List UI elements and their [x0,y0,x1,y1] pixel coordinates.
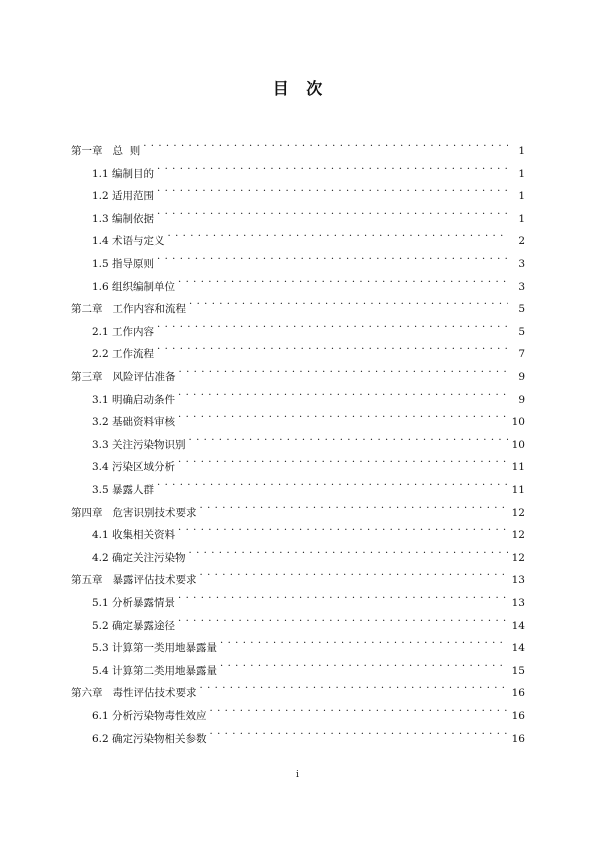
toc-dot-leader [143,134,508,154]
toc-entry-page-number: 13 [511,574,525,587]
toc-chapter-entry[interactable] [0,292,595,316]
toc-section-entry[interactable] [0,722,595,745]
toc-entry-label: 1.4 术语与定义 [92,235,165,248]
toc-chapter-entry[interactable] [0,563,595,587]
toc-entry-page-number: 7 [518,348,525,361]
toc-entry-label: 第三章 风险评估准备 [71,371,176,383]
toc-section-entry[interactable] [0,383,595,406]
toc-entry-label: 第二章 工作内容和流程 [71,303,187,316]
toc-entry-label: 3.1 明确启动条件 [92,393,176,406]
toc-dot-leader [157,337,508,357]
toc-entry-label: 3.2 基础资料审核 [92,416,176,429]
toc-dot-leader [189,541,508,561]
toc-dot-leader [210,722,508,742]
toc-entry-page-number: 1 [518,167,525,180]
toc-entry-page-number: 1 [518,212,525,225]
toc-dot-leader [200,676,508,696]
toc-section-entry[interactable] [0,179,595,203]
toc-title-char-1: 目 [272,79,289,98]
toc-entry-page-number: 10 [511,438,525,451]
toc-entry-page-number: 12 [511,506,525,519]
toc-entry-label: 3.3 关注污染物识别 [92,438,186,451]
toc-dot-leader [200,563,508,583]
toc-section-entry[interactable] [0,654,595,677]
toc-dot-leader [157,247,508,267]
toc-entry-page-number: 16 [511,732,525,745]
toc-chapter-entry[interactable] [0,676,595,700]
toc-entry-page-number: 11 [511,461,525,474]
toc-dot-leader [157,473,508,493]
toc-section-entry[interactable] [0,202,595,225]
toc-dot-leader [178,405,508,425]
toc-entry-page-number: 10 [511,416,525,429]
toc-dot-leader [210,699,508,719]
toc-entry-label: 3.5 暴露人群 [92,484,155,496]
toc-chapter-entry[interactable] [0,360,595,383]
toc-entry-label: 1.5 指导原则 [92,258,155,270]
toc-dot-leader [157,315,508,335]
toc-section-entry[interactable] [0,405,595,429]
toc-entry-label: 6.2 确定污染物相关参数 [92,732,207,745]
toc-dot-leader [178,586,508,606]
toc-dot-leader [157,179,508,199]
toc-dot-leader [157,157,508,177]
toc-entry-page-number: 1 [518,190,525,203]
toc-entry-label: 第六章 毒性评估技术要求 [71,687,197,700]
toc-section-entry[interactable] [0,428,595,451]
toc-entry-page-number: 14 [511,619,525,632]
toc-section-entry[interactable] [0,518,595,542]
toc-dot-leader [189,292,508,312]
toc-dot-leader [178,270,508,290]
toc-entry-label: 1.1 编制目的 [92,167,155,180]
toc-section-entry[interactable] [0,473,595,496]
toc-entry-label: 3.4 污染区域分析 [92,461,176,474]
toc-chapter-entry[interactable] [0,496,595,519]
toc-dot-leader [178,383,508,403]
toc-section-entry[interactable] [0,337,595,361]
toc-entry-label: 2.2 工作流程 [92,348,155,361]
toc-dot-leader [220,654,508,674]
toc-chapter-entry[interactable] [0,134,595,157]
toc-entry-label: 1.2 适用范围 [92,190,155,203]
toc-entry-label: 第五章 暴露评估技术要求 [71,574,197,587]
toc-entry-page-number: 3 [518,258,525,270]
toc-entry-label: 6.1 分析污染物毒性效应 [92,710,207,722]
toc-section-entry[interactable] [0,586,595,609]
page-number-footer: i [296,770,299,780]
toc-entry-label: 5.4 计算第二类用地暴露量 [92,664,218,677]
toc-section-entry[interactable] [0,450,595,474]
toc-entry-page-number: 16 [511,710,525,722]
toc-entry-label: 第四章 危害识别技术要求 [71,506,197,519]
toc-section-entry[interactable] [0,699,595,722]
toc-entry-page-number: 12 [511,551,525,564]
toc-title [0,76,595,99]
toc-dot-leader [200,496,508,516]
toc-entry-label: 1.6 组织编制单位 [92,280,176,293]
toc-entry-label: 5.2 确定暴露途径 [92,619,176,632]
toc-section-entry[interactable] [0,631,595,655]
toc-entry-page-number: 11 [511,484,525,496]
toc-dot-leader [178,450,508,470]
toc-entry-page-number: 1 [518,145,525,157]
toc-section-entry[interactable] [0,224,595,248]
toc-entry-page-number: 15 [511,664,525,677]
toc-entry-page-number: 2 [518,235,525,248]
toc-dot-leader [178,609,508,629]
toc-entry-page-number: 5 [518,303,525,316]
toc-dot-leader [220,631,508,651]
toc-section-entry[interactable] [0,315,595,338]
toc-entry-page-number: 5 [518,325,525,338]
toc-entry-label: 第一章 总 则 [71,145,141,157]
toc-entry-label: 2.1 工作内容 [92,325,155,338]
toc-dot-leader [168,224,508,244]
toc-section-entry[interactable] [0,157,595,180]
toc-section-entry[interactable] [0,247,595,270]
toc-entry-label: 1.3 编制依据 [92,212,155,225]
toc-section-entry[interactable] [0,609,595,632]
toc-dot-leader [157,202,508,222]
toc-entry-page-number: 12 [511,529,525,542]
toc-dot-leader [179,360,508,380]
toc-entry-label: 4.1 收集相关资料 [92,529,176,542]
toc-section-entry[interactable] [0,541,595,564]
toc-dot-leader [189,428,508,448]
toc-entry-label: 5.3 计算第一类用地暴露量 [92,642,218,655]
toc-section-entry[interactable] [0,270,595,293]
toc-entry-page-number: 16 [511,687,525,700]
toc-entry-label: 4.2 确定关注污染物 [92,551,186,564]
toc-entry-page-number: 9 [518,371,525,383]
toc-entry-page-number: 3 [518,280,525,293]
toc-entry-page-number: 9 [518,393,525,406]
toc-entry-page-number: 14 [511,642,525,655]
toc-title-char-2: 次 [306,79,323,98]
toc-entry-label: 5.1 分析暴露情景 [92,597,176,609]
toc-entry-page-number: 13 [511,597,525,609]
toc-dot-leader [178,518,508,538]
